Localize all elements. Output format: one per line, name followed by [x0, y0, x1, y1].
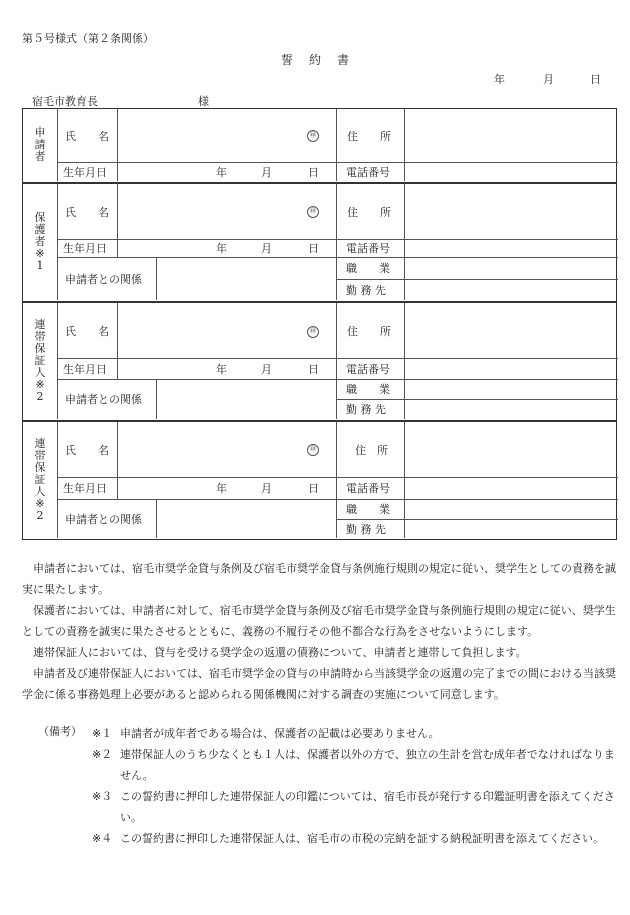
- guarantor1-job-field[interactable]: [409, 379, 614, 399]
- note-item: [92, 744, 617, 786]
- note-text: この誓約書に押印した連帯保証人の印鑑については、宿毛市長が発行する印鑑証明書を添えてください。: [120, 790, 615, 824]
- guarantor2-section: 連 帯 保 証 人 ※ 2 氏 名 ㊞ 住 所 生年月日 年 月 日 電話番号 申請者との関係 職 業 勤 務 先: [22, 421, 617, 540]
- seal-icon: ㊞: [307, 326, 319, 338]
- addressee: 宿毛市教育長: [32, 95, 98, 108]
- guarantor1-section: 連 帯 保 証 人 ※ 2 氏 名 ㊞ 住 所 生年月日 年 月 日 電話番号 申請者との関係 職 業 勤 務 先: [22, 302, 617, 421]
- guardian-address-field[interactable]: [409, 184, 614, 239]
- date-month-label: 月: [543, 73, 554, 86]
- phone-label: 電話番号: [346, 242, 390, 255]
- guarantor2-relation-field[interactable]: [161, 499, 331, 538]
- seal-icon: ㊞: [307, 206, 319, 218]
- phone-label: 電話番号: [346, 482, 390, 495]
- date-year-label: 年: [494, 73, 505, 86]
- address-label: 住 所: [355, 443, 388, 457]
- guarantor2-phone-field[interactable]: [409, 477, 614, 499]
- address-label: 住 所: [347, 205, 391, 219]
- name-label: 氏 名: [65, 205, 109, 219]
- guarantor1-section-label: 連 帯 保 証 人 ※ 2: [34, 318, 46, 403]
- applicant-address-field[interactable]: [409, 109, 614, 162]
- name-label: 氏 名: [65, 443, 109, 457]
- workplace-label: 勤 務 先: [346, 283, 386, 297]
- guarantor2-job-field[interactable]: [409, 499, 614, 519]
- note-mark: ※２: [92, 748, 113, 761]
- note-item: [92, 786, 617, 828]
- note-text: 連帯保証人のうち少なくとも１人は、保護者以外の方で、独立の生計を営む成年者でなければなりません。: [120, 748, 615, 782]
- pledge-paragraph-guarantor: 連帯保証人においては、貸与を受ける奨学金の返還の債務について、申請者と連帯して負担します。: [33, 646, 527, 659]
- guardian-workplace-field[interactable]: [409, 279, 614, 300]
- pledge-paragraph-applicant: 申請者においては、宿毛市奨学金貸与条例及び宿毛市奨学金貸与条例施行規則の規定に従い、奨学生としての責務を誠実に果たします。: [22, 562, 616, 596]
- note-text: 申請者が成年者である場合は、保護者の記載は必要ありません。: [120, 727, 440, 740]
- birth-label: 生年月日: [63, 242, 107, 255]
- guardian-relation-field[interactable]: [161, 257, 331, 300]
- birth-label: 生年月日: [63, 362, 107, 376]
- honorific: 様: [198, 95, 209, 108]
- job-label: 職 業: [346, 262, 390, 275]
- guarantor1-name-field[interactable]: [122, 303, 330, 358]
- phone-label: 電話番号: [346, 362, 390, 376]
- name-label: 氏 名: [65, 129, 109, 143]
- document-title: 誓約書: [280, 53, 365, 67]
- guarantor2-address-field[interactable]: [409, 422, 614, 477]
- guardian-section: 保 護 者 ※ 1 氏 名 ㊞ 住 所 生年月日 年 月 日 電話番号 申請者との関係 職 業 勤 務 先: [22, 183, 617, 302]
- applicant-section: 申 請 者 氏 名 ㊞ 住 所 生年月日 年 月 日 電話番号: [22, 108, 617, 183]
- applicant-phone-field[interactable]: [409, 162, 614, 181]
- workplace-label: 勤 務 先: [346, 522, 386, 536]
- guarantor2-workplace-field[interactable]: [409, 519, 614, 538]
- guarantor2-section-label: 連 帯 保 証 人 ※ 2: [34, 437, 46, 522]
- note-mark: ※１: [92, 727, 113, 740]
- applicant-name-field[interactable]: [122, 109, 330, 162]
- name-label: 氏 名: [65, 324, 109, 338]
- guarantor1-phone-field[interactable]: [409, 358, 614, 379]
- note-item: [92, 723, 617, 744]
- guardian-section-label: 保 護 者 ※ 1: [34, 211, 46, 272]
- seal-icon: ㊞: [307, 130, 319, 142]
- notes-label: （備考）: [38, 725, 82, 738]
- phone-label: 電話番号: [346, 165, 390, 179]
- job-label: 職 業: [346, 503, 390, 516]
- guarantor1-workplace-field[interactable]: [409, 399, 614, 419]
- guarantor1-relation-field[interactable]: [161, 379, 331, 419]
- date-day-label: 日: [590, 73, 601, 86]
- note-mark: ※４: [92, 832, 113, 845]
- relation-label: 申請者との関係: [65, 272, 142, 286]
- applicant-section-label: 申 請 者: [34, 126, 46, 163]
- workplace-label: 勤 務 先: [346, 403, 386, 416]
- guarantor1-address-field[interactable]: [409, 303, 614, 358]
- form-number: 第５号様式（第２条関係）: [22, 32, 154, 45]
- guardian-name-field[interactable]: [122, 184, 330, 239]
- relation-label: 申請者との関係: [65, 393, 142, 406]
- address-label: 住 所: [347, 324, 391, 338]
- relation-label: 申請者との関係: [65, 512, 142, 526]
- guardian-job-field[interactable]: [409, 257, 614, 279]
- job-label: 職 業: [346, 383, 390, 396]
- birth-label: 生年月日: [63, 165, 107, 179]
- pledge-paragraph-guardian: 保護者においては、申請者に対して、宿毛市奨学金貸与条例及び宿毛市奨学金貸与条例施行規則の規定に従い、奨学生としての責務を誠実に果たさせるとともに、義務の不履行その他不都合な行為をさせないようにします。: [22, 604, 616, 638]
- birth-label: 生年月日: [63, 482, 107, 495]
- pledge-paragraph-consent: 申請者及び連帯保証人においては、宿毛市奨学金の貸与の申請時から当該奨学金の返還の完了までの間における当該奨学金に係る事務処理上必要があると認められる関係機関に対する調査の実施について同意します。: [22, 667, 616, 701]
- note-text: この誓約書に押印した連帯保証人は、宿毛市の市税の完納を証する納税証明書を添えてください。: [120, 832, 604, 845]
- note-item: [92, 828, 617, 849]
- guardian-phone-field[interactable]: [409, 239, 614, 257]
- guarantor2-name-field[interactable]: [122, 422, 330, 477]
- seal-icon: ㊞: [307, 444, 319, 456]
- note-mark: ※３: [92, 790, 113, 803]
- address-label: 住 所: [347, 129, 391, 143]
